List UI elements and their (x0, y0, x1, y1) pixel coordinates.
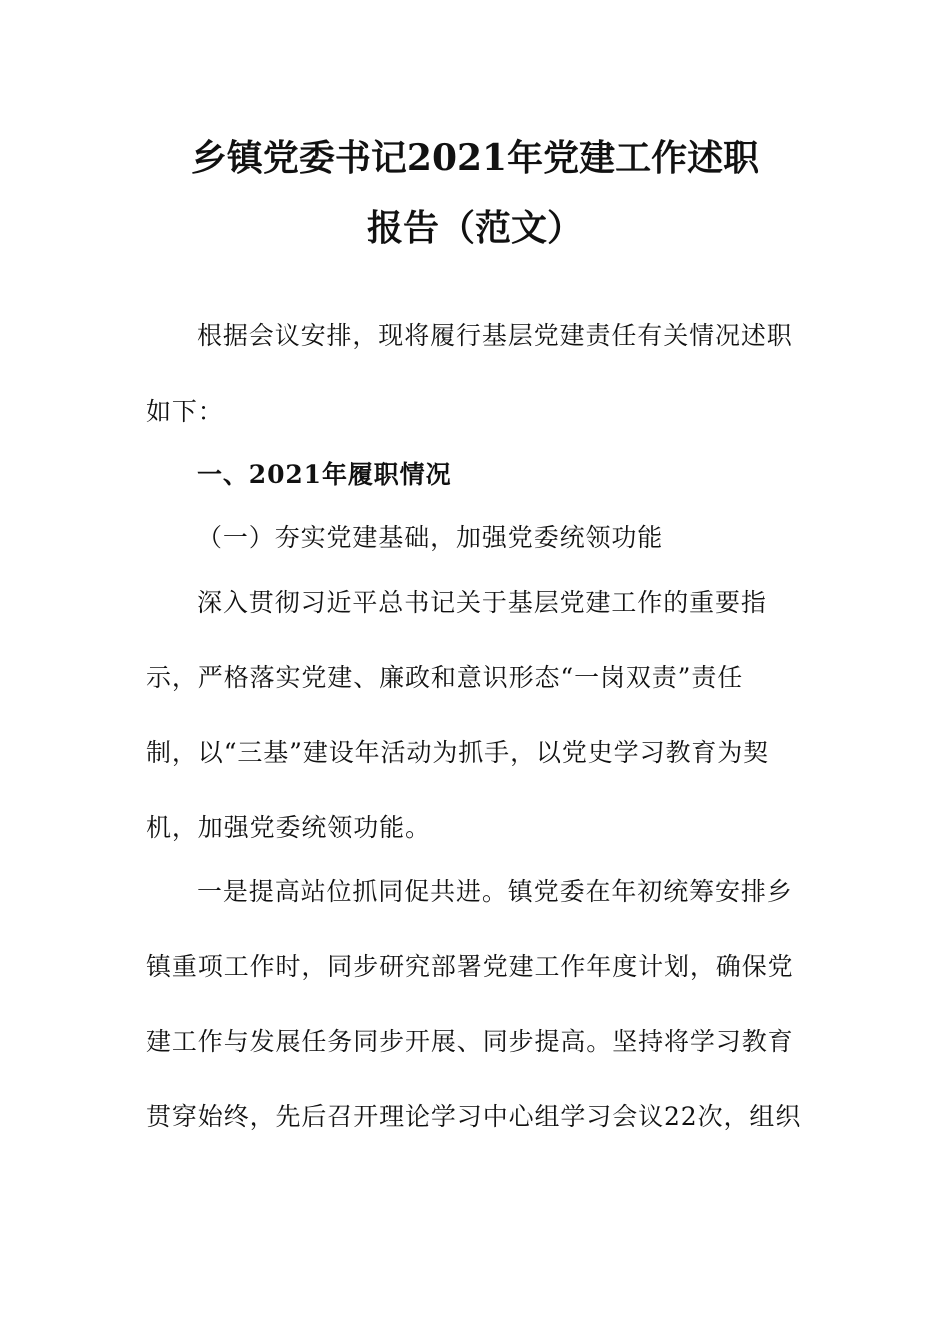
paragraph-line: 根据会议安排，现将履行基层党建责任有关情况述职 (197, 321, 793, 350)
document-title-line-2: 报告（范文） (366, 207, 583, 249)
subsection-heading: （一）夯实党建基础，加强党委统领功能 (197, 523, 664, 552)
paragraph-line: 镇重项工作时，同步研究部署党建工作年度计划，确保党 (146, 952, 794, 981)
document-title-line-1: 乡镇党委书记2021年党建工作述职 (190, 137, 760, 179)
paragraph-line: 建工作与发展任务同步开展、同步提高。坚持将学习教育 (146, 1027, 794, 1056)
paragraph-line: 如下： (146, 397, 224, 426)
paragraph-line: 机，加强党委统领功能。 (146, 813, 431, 842)
paragraph-line: 示，严格落实党建、廉政和意识形态“一岗双责”责任 (146, 663, 744, 692)
paragraph-line: 深入贯彻习近平总书记关于基层党建工作的重要指 (197, 588, 767, 617)
paragraph-line: 一是提高站位抓同促共进。镇党委在年初统筹安排乡 (197, 877, 793, 906)
paragraph-line: 贯穿始终，先后召开理论学习中心组学习会议22次，组织 (146, 1102, 802, 1131)
section-heading: 一、2021年履职情况 (197, 460, 452, 489)
paragraph-line: 制，以“三基”建设年活动为抓手，以党史学习教育为契 (146, 738, 770, 767)
